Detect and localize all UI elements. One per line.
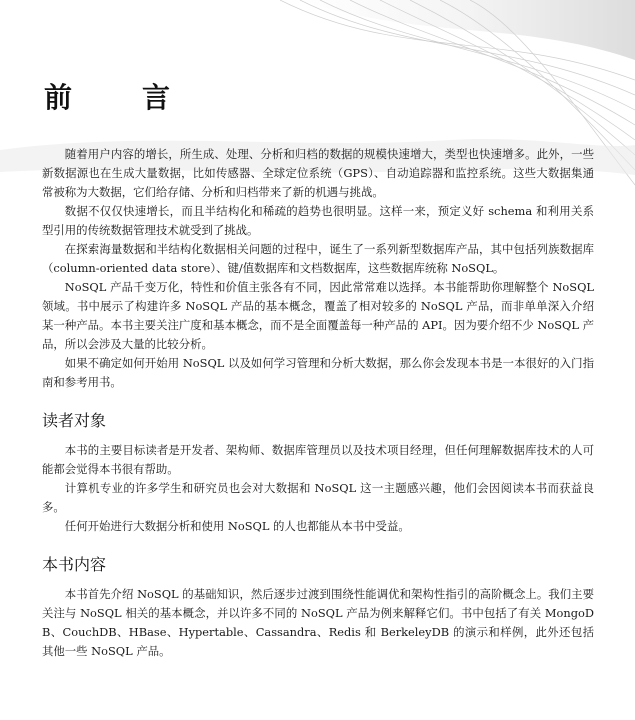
contents-paragraph-1: 本书首先介绍 NoSQL 的基础知识，然后逐步过渡到围绕性能调优和架构性指引的高阶概念上。我们主要关注与 NoSQL 相关的基本概念，并以许多不同的 NoSQL 产品为例来解释它们。书中包括了有关 MongoDB、CouchDB、HBase、Hypertable、Cassandra、Redis 和 BerkeleyDB 的演示和样例，此外还包括其他一些 NoSQL 产品。	[42, 587, 594, 658]
intro-paragraph-2: 数据不仅仅快速增长，而且半结构化和稀疏的趋势也很明显。这样一来，预定义好 schema 和利用关系型引用的传统数据管理技术就受到了挑战。	[42, 204, 594, 237]
page-title: 前言	[44, 81, 241, 114]
contents-section	[42, 552, 594, 661]
intro-section	[42, 145, 594, 392]
contents-heading: 本书内容	[42, 555, 107, 574]
audience-section	[42, 408, 594, 536]
audience-paragraph-1: 本书的主要目标读者是开发者、架构师、数据库管理员以及技术项目经理，但任何理解数据库技术的人可能都会觉得本书很有帮助。	[42, 443, 594, 476]
preface-body	[42, 145, 594, 661]
intro-paragraph-5: 如果不确定如何开始用 NoSQL 以及如何学习管理和分析大数据，那么你会发现本书是一本很好的入门指南和参考用书。	[42, 356, 594, 389]
audience-paragraph-2: 计算机专业的许多学生和研究员也会对大数据和 NoSQL 这一主题感兴趣，他们会因阅读本书而获益良多。	[42, 481, 594, 514]
intro-paragraph-4: NoSQL 产品千变万化，特性和价值主张各有不同，因此常常难以选择。本书能帮助你理解整个 NoSQL 领域。书中展示了构建许多 NoSQL 产品的基本概念，覆盖了相对较多的 NoSQL 产品，而非单单深入介绍某一种产品。本书主要关注广度和基本概念，而不是全面覆盖每一种产品的 API。因为要介绍不少 NoSQL 产品，所以会涉及大量的比较分析。	[42, 280, 594, 351]
audience-paragraph-3: 任何开始进行大数据分析和使用 NoSQL 的人也都能从本书中受益。	[64, 519, 410, 533]
intro-paragraph-3: 在探索海量数据和半结构化数据相关问题的过程中，诞生了一系列新型数据库产品，其中包括列族数据库（column-oriented data store）、键/值数据库和文档数据库，这些数据库统称 NoSQL。	[42, 242, 594, 275]
audience-heading: 读者对象	[42, 411, 107, 430]
intro-paragraph-1: 随着用户内容的增长，所生成、处理、分析和归档的数据的规模快速增大，类型也快速增多。此外，一些新数据源也在生成大量数据，比如传感器、全球定位系统（GPS）、自动追踪器和监控系统。这些大数据集通常被称为大数据，它们给存储、分析和归档带来了新的机遇与挑战。	[42, 147, 594, 199]
